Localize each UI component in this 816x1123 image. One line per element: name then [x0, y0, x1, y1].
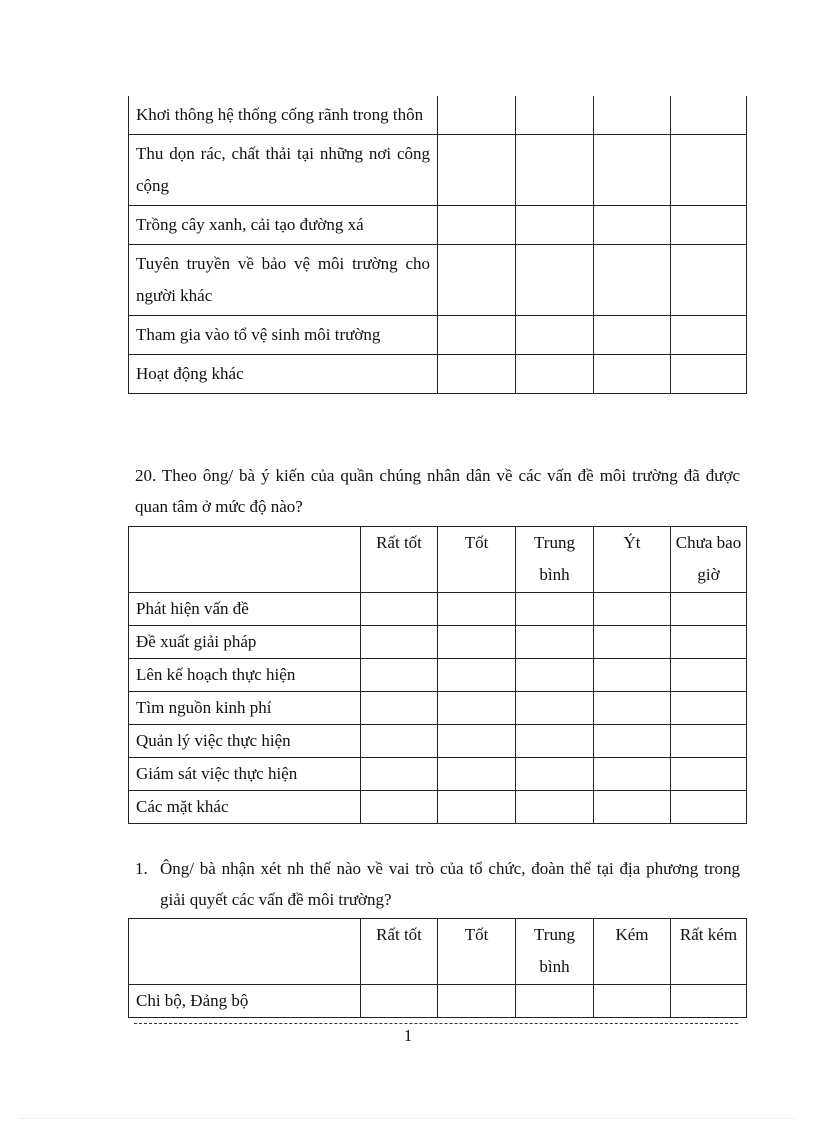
- table-row: [129, 355, 747, 394]
- column-header: Tốt: [438, 919, 516, 985]
- row-label: Tuyên truyền về bảo vệ môi trường cho người khác: [129, 245, 438, 316]
- answer-cell[interactable]: [671, 593, 747, 626]
- table-row: [129, 985, 747, 1018]
- answer-cell[interactable]: [594, 135, 671, 206]
- table-row: [129, 96, 747, 135]
- answer-cell[interactable]: [516, 355, 594, 394]
- row-label: Thu dọn rác, chất thải tại những nơi công cộng: [129, 135, 438, 206]
- table-row: [129, 659, 747, 692]
- table-row: [129, 725, 747, 758]
- answer-cell[interactable]: [438, 692, 516, 725]
- answer-cell[interactable]: [594, 626, 671, 659]
- answer-cell[interactable]: [438, 355, 516, 394]
- question-number: 1.: [135, 859, 148, 878]
- row-label: Đề xuất giải pháp: [129, 626, 361, 659]
- answer-cell[interactable]: [671, 692, 747, 725]
- footer-divider: [134, 1023, 738, 1024]
- answer-cell[interactable]: [516, 135, 594, 206]
- answer-cell[interactable]: [671, 725, 747, 758]
- answer-cell[interactable]: [671, 96, 747, 135]
- table-row: [129, 316, 747, 355]
- column-header: Kém: [594, 919, 671, 985]
- answer-cell[interactable]: [516, 758, 594, 791]
- column-header: Ýt: [594, 527, 671, 593]
- question-text: Ông/ bà nhận xét nh thế nào về vai trò của tổ chức, đoàn thể tại địa phương trong giải quyết các vấn đề môi trường?: [160, 859, 740, 909]
- answer-cell[interactable]: [438, 791, 516, 824]
- answer-cell[interactable]: [361, 626, 438, 659]
- column-header: Chưa bao giờ: [671, 527, 747, 593]
- answer-cell[interactable]: [671, 985, 747, 1018]
- question-1: [135, 853, 740, 915]
- answer-cell[interactable]: [516, 659, 594, 692]
- answer-cell[interactable]: [438, 593, 516, 626]
- answer-cell[interactable]: [594, 96, 671, 135]
- answer-cell[interactable]: [594, 316, 671, 355]
- answer-cell[interactable]: [671, 245, 747, 316]
- row-label: Tìm nguồn kinh phí: [129, 692, 361, 725]
- answer-cell[interactable]: [594, 791, 671, 824]
- header-row: [129, 527, 747, 593]
- column-header: Rất tốt: [361, 527, 438, 593]
- answer-cell[interactable]: [594, 245, 671, 316]
- corner-cell: [129, 527, 361, 593]
- table-row: [129, 791, 747, 824]
- column-header: Tốt: [438, 527, 516, 593]
- answer-cell[interactable]: [594, 593, 671, 626]
- answer-cell[interactable]: [438, 725, 516, 758]
- answer-cell[interactable]: [671, 206, 747, 245]
- answer-cell[interactable]: [594, 659, 671, 692]
- activities-table: [128, 96, 747, 394]
- page-number: 1: [403, 1026, 413, 1045]
- answer-cell[interactable]: [671, 791, 747, 824]
- row-label: Lên kế hoạch thực hiện: [129, 659, 361, 692]
- row-label: Hoạt động khác: [129, 355, 438, 394]
- answer-cell[interactable]: [671, 135, 747, 206]
- table-row: [129, 593, 747, 626]
- table-row: [129, 626, 747, 659]
- table-row: [129, 758, 747, 791]
- row-label: Quản lý việc thực hiện: [129, 725, 361, 758]
- answer-cell[interactable]: [671, 659, 747, 692]
- answer-cell[interactable]: [438, 96, 516, 135]
- answer-cell[interactable]: [594, 355, 671, 394]
- answer-cell[interactable]: [671, 758, 747, 791]
- answer-cell[interactable]: [516, 593, 594, 626]
- answer-cell[interactable]: [438, 626, 516, 659]
- answer-cell[interactable]: [438, 316, 516, 355]
- page-edge-divider: [20, 1118, 796, 1119]
- answer-cell[interactable]: [361, 593, 438, 626]
- answer-cell[interactable]: [516, 626, 594, 659]
- row-label: Khơi thông hệ thống cống rãnh trong thôn: [129, 96, 438, 135]
- answer-cell[interactable]: [361, 659, 438, 692]
- answer-cell[interactable]: [594, 725, 671, 758]
- answer-cell[interactable]: [516, 245, 594, 316]
- answer-cell[interactable]: [516, 96, 594, 135]
- answer-cell[interactable]: [671, 355, 747, 394]
- row-label: Tham gia vào tổ vệ sinh môi trường: [129, 316, 438, 355]
- answer-cell[interactable]: [594, 692, 671, 725]
- answer-cell[interactable]: [438, 135, 516, 206]
- answer-cell[interactable]: [516, 316, 594, 355]
- answer-cell[interactable]: [438, 758, 516, 791]
- answer-cell[interactable]: [516, 692, 594, 725]
- answer-cell[interactable]: [516, 791, 594, 824]
- answer-cell[interactable]: [671, 316, 747, 355]
- answer-cell[interactable]: [516, 206, 594, 245]
- row-label: Giám sát việc thực hiện: [129, 758, 361, 791]
- answer-cell[interactable]: [671, 626, 747, 659]
- answer-cell[interactable]: [438, 985, 516, 1018]
- answer-cell[interactable]: [361, 725, 438, 758]
- row-label: Phát hiện vấn đề: [129, 593, 361, 626]
- table-row: [129, 245, 747, 316]
- organization-role-table: [128, 918, 747, 1018]
- table-row: [129, 206, 747, 245]
- answer-cell[interactable]: [361, 758, 438, 791]
- question-20: 20. Theo ông/ bà ý kiến của quần chúng nhân dân về các vấn đề môi trường đã được quan tâm ở mức độ nào?: [135, 466, 740, 516]
- answer-cell[interactable]: [361, 692, 438, 725]
- answer-cell[interactable]: [438, 659, 516, 692]
- column-header: Rất kém: [671, 919, 747, 985]
- row-label: Các mặt khác: [129, 791, 361, 824]
- corner-cell: [129, 919, 361, 985]
- answer-cell[interactable]: [438, 206, 516, 245]
- answer-cell[interactable]: [438, 245, 516, 316]
- header-row: [129, 919, 747, 985]
- column-header: Rất tốt: [361, 919, 438, 985]
- answer-cell[interactable]: [594, 206, 671, 245]
- column-header: Trung bình: [516, 919, 594, 985]
- answer-cell[interactable]: [516, 985, 594, 1018]
- community-opinion-table: [128, 526, 747, 824]
- table-row: [129, 692, 747, 725]
- answer-cell[interactable]: [594, 985, 671, 1018]
- column-header: Trung bình: [516, 527, 594, 593]
- answer-cell[interactable]: [361, 791, 438, 824]
- row-label: Trồng cây xanh, cải tạo đường xá: [129, 206, 438, 245]
- row-label: Chi bộ, Đảng bộ: [129, 985, 361, 1018]
- answer-cell[interactable]: [361, 985, 438, 1018]
- table-row: [129, 135, 747, 206]
- answer-cell[interactable]: [594, 758, 671, 791]
- answer-cell[interactable]: [516, 725, 594, 758]
